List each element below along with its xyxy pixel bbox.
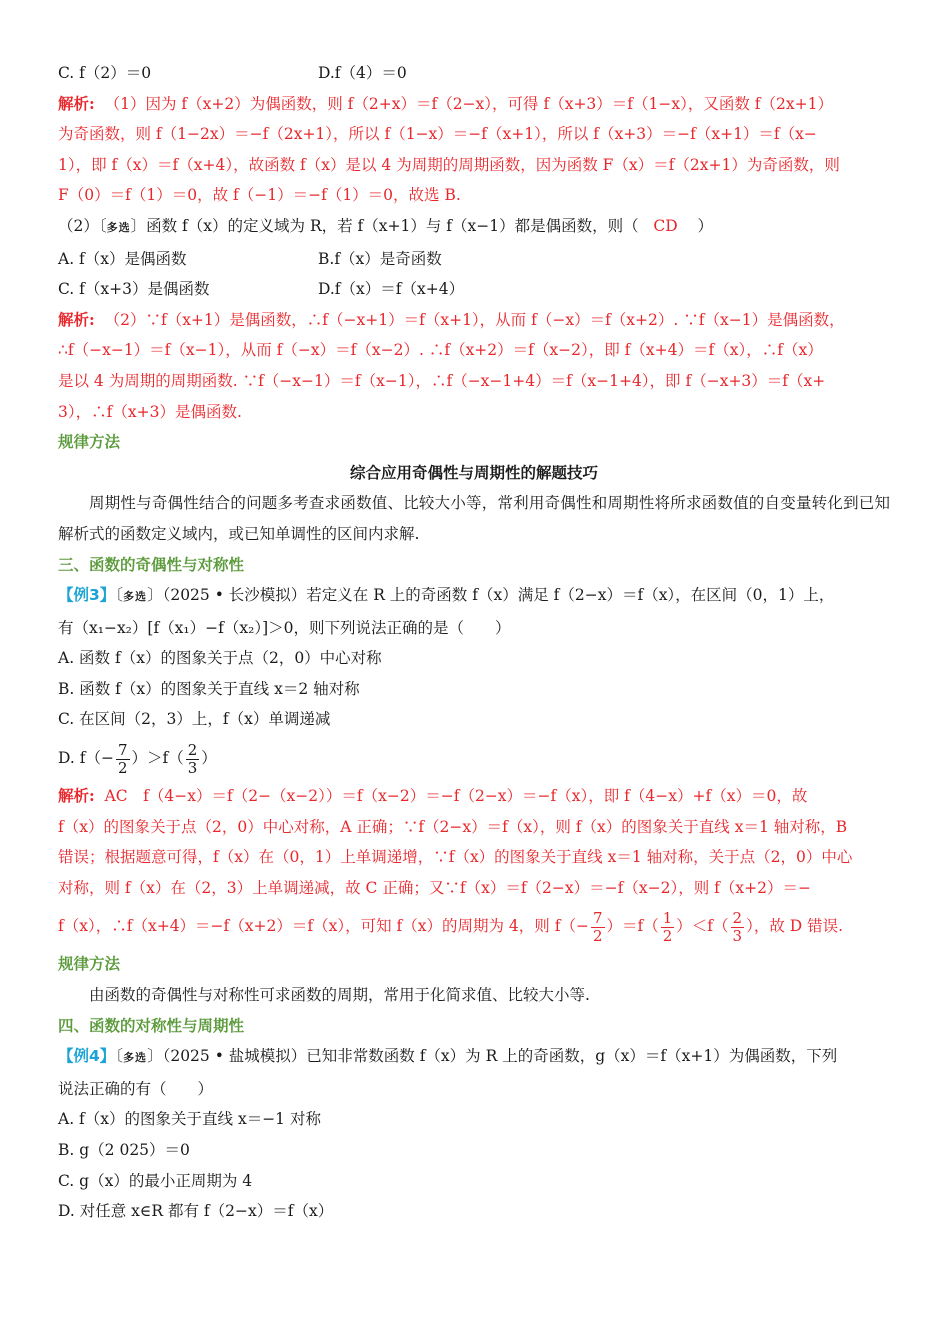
multi-select-tag: 多选 [106, 220, 131, 234]
example-label: 【例4】 [58, 1047, 116, 1066]
multi-select-tag: 多选 [123, 590, 148, 604]
q2-analysis [58, 305, 890, 427]
q2-option-c: C. f（x+3）是偶函数 [58, 280, 210, 299]
example3-option-a: A. 函数 f（x）的图象关于点（2，0）中心对称 [58, 649, 382, 668]
fraction: $\frac{1}{2}$ [662, 908, 673, 945]
analysis-label: 解析: [58, 93, 95, 113]
section-heading: 三、函数的奇偶性与对称性 [58, 555, 245, 574]
section-heading: 四、函数的对称性与周期性 [58, 1016, 245, 1035]
example4-option-c: C. g（x）的最小正周期为 4 [58, 1171, 253, 1190]
example3-option-b: B. 函数 f（x）的图象关于直线 x＝2 轴对称 [58, 679, 360, 698]
q1-option-d: D.f（4）＝0 [318, 64, 407, 82]
q2-answer: CD [653, 216, 678, 235]
method-title: 综合应用奇偶性与周期性的解题技巧 [349, 463, 598, 482]
method-heading: 规律方法 [58, 955, 121, 974]
example4-stem-line: 说法正确的有（ ） [58, 1079, 214, 1098]
example3-analysis [58, 781, 890, 949]
example4-option-d: D. 对任意 x∈R 都有 f（2−x）＝f（x） [58, 1202, 334, 1221]
analysis-label: 解析: [58, 309, 95, 329]
example3-stem-line: 【例3】〔多选〕（2025 • 长沙模拟）若定义在 R 上的奇函数 f（x）满足 f（2−x）＝f（x），在区间（0，1）上， [58, 586, 835, 605]
analysis-line: AC f（4−x）＝f（2−（x−2））＝f（x−2）＝−f（2−x）＝−f（x），即 f（4−x）+f（x）＝0，故 [104, 787, 808, 806]
example3-option-c: C. 在区间（2，3）上，f（x）单调递减 [58, 710, 331, 729]
q1-analysis [58, 89, 890, 211]
analysis-line: 1），即 f（x）＝f（x+4），故函数 f（x）是以 4 为周期的周期函数，因为函数 F（x）＝f（2x+1）为奇函数，则 [58, 155, 840, 174]
method-body: 周期性与奇偶性结合的问题多考查求函数值、比较大小等，常利用奇偶性和周期性将所求函数值的自变量转化到已知解析式的函数定义域内，或已知单调性的区间内求解. [58, 494, 890, 543]
fraction: $\frac{7}{2}$ [117, 740, 128, 777]
analysis-label: 解析: [58, 786, 95, 806]
analysis-line: ∴f（−x−1）＝f（x−1），从而 f（−x）＝f（x−2）. ∴f（x+2）＝f（x−2），即 f（x+4）＝f（x），∴f（x） [58, 341, 823, 360]
analysis-line: f（x）的图象关于点（2，0）中心对称，A 正确；∵f（2−x）＝f（x），则 f（x）的图象关于直线 x＝1 轴对称，B [58, 817, 848, 836]
example4-option-a: A. f（x）的图象关于直线 x＝−1 对称 [58, 1110, 321, 1129]
multi-select-tag: 多选 [123, 1051, 148, 1065]
q2-options-row-2 [58, 274, 890, 305]
analysis-line: 错误；根据题意可得，f（x）在（0，1）上单调递增，∵f（x）的图象关于直线 x＝1 轴对称，关于点（2，0）中心 [58, 848, 853, 867]
example3-option-d: D. f（− $\frac{7}{2}$ ）＞f（ $\frac{2}{3}$ ） [58, 740, 217, 777]
example4-stem-line: 【例4】〔多选〕（2025 • 盐城模拟）已知非常数函数 f（x）为 R 上的奇函数，g（x）＝f（x+1）为偶函数，下列 [58, 1047, 838, 1066]
document-page [58, 58, 890, 1227]
example-label: 【例3】 [58, 586, 116, 605]
analysis-line: 是以 4 为周期的周期函数. ∵f（−x−1）＝f（x−1），∴f（−x−1+4）＝f（x−1+4），即 f（−x+3）＝f（x+ [58, 371, 826, 390]
analysis-line: 对称，则 f（x）在（2，3）上单调递减，故 C 正确；又∵f（x）＝f（2−x）＝−f（x−2），则 f（x+2）＝− [58, 878, 811, 897]
fraction: $\frac{2}{3}$ [732, 908, 743, 945]
method-body: 由函数的奇偶性与对称性可求函数的周期，常用于化简求值、比较大小等. [89, 986, 590, 1005]
q2-stem: （2）〔多选〕函数 f（x）的定义域为 R，若 f（x+1）与 f（x−1）都是偶函数，则（ CD ） [58, 216, 713, 235]
q2-option-a: A. f（x）是偶函数 [58, 249, 187, 268]
fraction: $\frac{2}{3}$ [187, 740, 198, 777]
analysis-line: （2）∵f（x+1）是偶函数，∴f（−x+1）＝f（x+1），从而 f（−x）＝f（x+2）. ∵f（x−1）是偶函数， [104, 310, 845, 329]
q2-option-d: D.f（x）＝f（x+4） [318, 280, 465, 299]
analysis-line: 为奇函数，则 f（1−2x）＝−f（2x+1），所以 f（1−x）＝−f（x+1），所以 f（x+3）＝−f（x+1）＝f（x− [58, 125, 817, 144]
q1-option-c: C. f（2）＝0 [58, 64, 152, 82]
method-heading: 规律方法 [58, 433, 121, 452]
q2-option-b: B.f（x）是奇函数 [318, 249, 442, 268]
q1-options-row [58, 58, 890, 89]
analysis-line: F（0）＝f（1）＝0，故 f（−1）＝−f（1）＝0，故选 B. [58, 186, 461, 205]
example3-stem-line: 有（x₁−x₂）[f（x₁）−f（x₂）]＞0，则下列说法正确的是（ ） [58, 618, 511, 637]
q2-options-row-1 [58, 244, 890, 275]
analysis-line: 3），∴f（x+3）是偶函数. [58, 402, 242, 421]
example4-option-b: B. g（2 025）＝0 [58, 1141, 190, 1159]
fraction: $\frac{7}{2}$ [592, 908, 603, 945]
analysis-line: （1）因为 f（x+2）为偶函数，则 f（2+x）＝f（2−x），可得 f（x+3）＝f（1−x），又函数 f（2x+1） [104, 94, 833, 113]
analysis-line: f（x），∴f（x+4）＝−f（x+2）＝f（x），可知 f（x）的周期为 4，则 f（− $\frac{7}{2}$ ）＝f（ $\frac{1}{2}$ ）＜f（ $\frac{2}{3}$ ），故 D 错误. [58, 908, 844, 945]
